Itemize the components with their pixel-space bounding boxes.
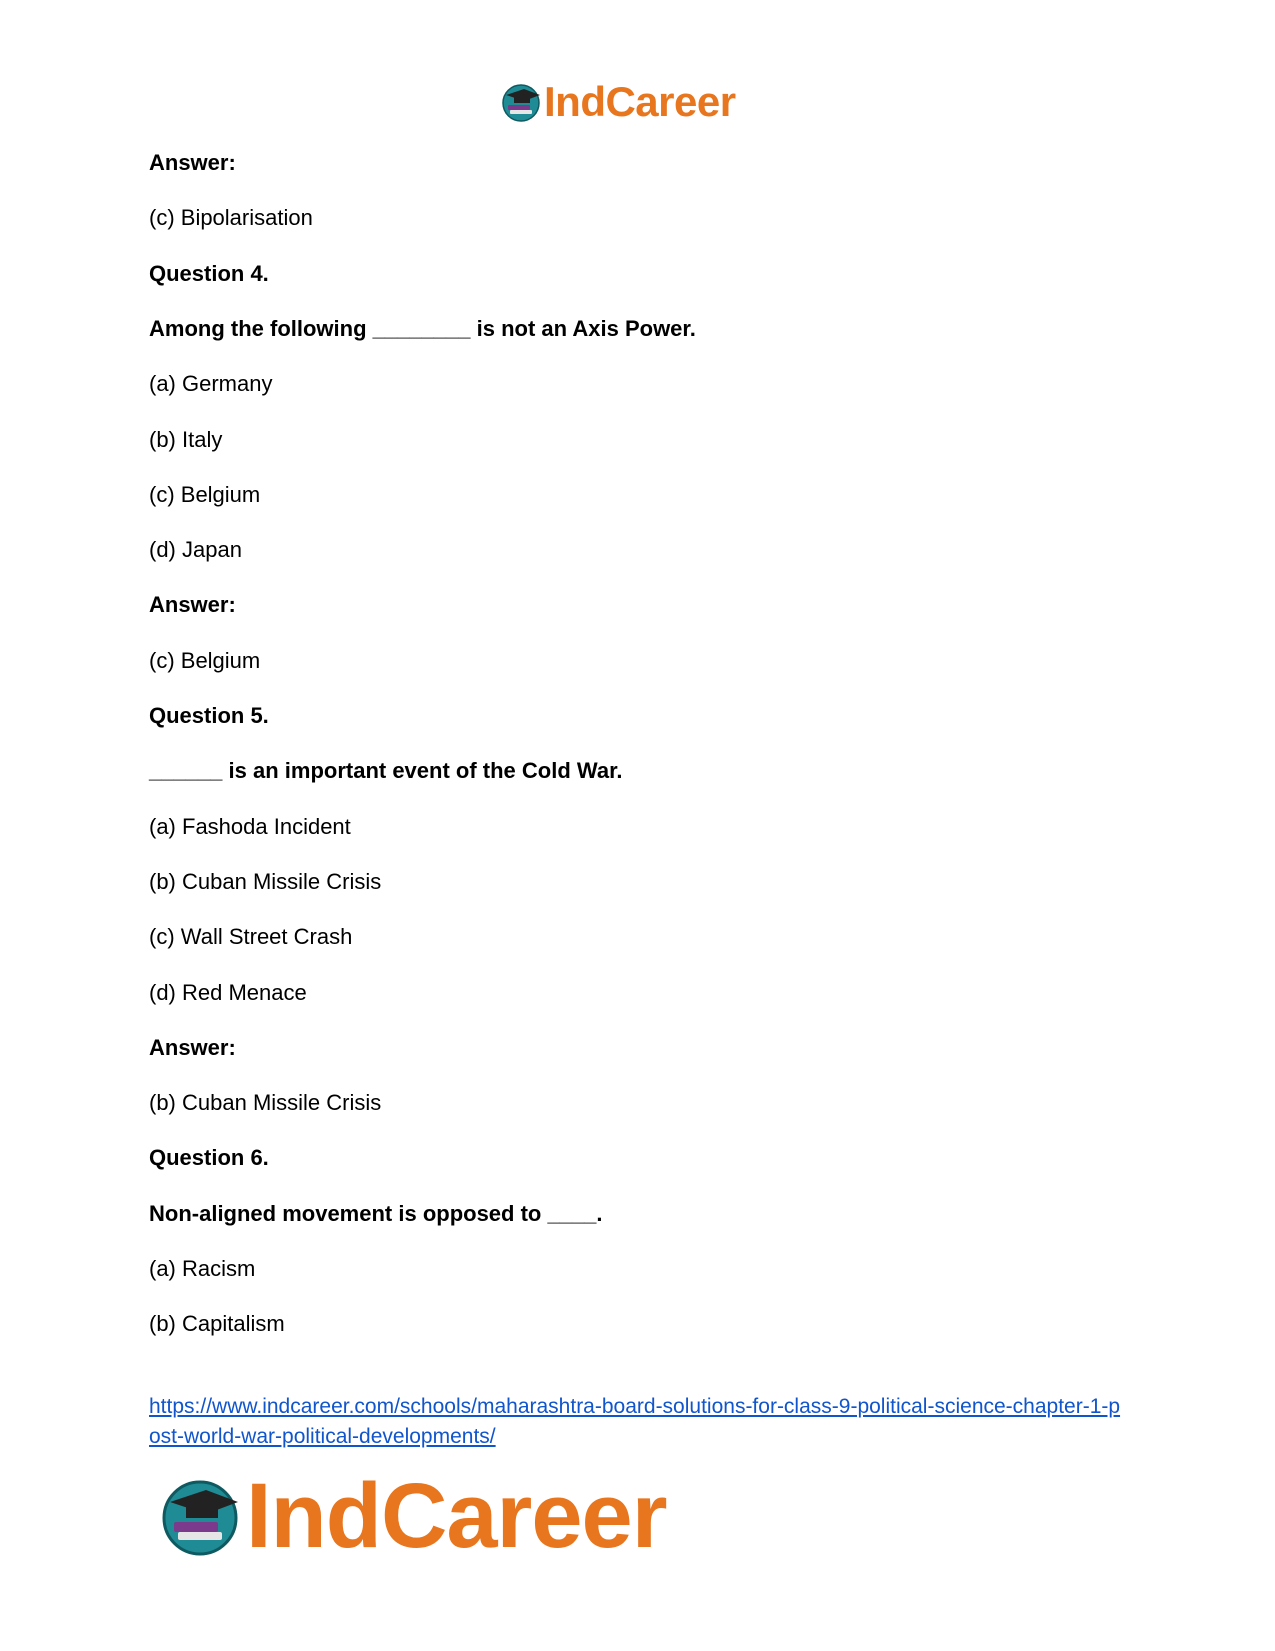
source-link[interactable]: https://www.indcareer.com/schools/maharashtra-board-solutions-for-class-9-political-science-chapter-1-post-world-war-political-developments/ xyxy=(149,1395,1121,1448)
option-line: (c) Belgium xyxy=(149,481,261,507)
heading-line: Among the following ________ is not an Axis Power. xyxy=(149,315,696,341)
option-line: (c) Bipolarisation xyxy=(149,205,313,231)
logo-text: IndCareer xyxy=(544,78,736,125)
logo-text: IndCareer xyxy=(246,1465,667,1567)
heading-line: Answer: xyxy=(149,150,236,175)
heading-line: Question 4. xyxy=(149,260,269,286)
option-line: (c) Belgium xyxy=(149,647,261,673)
option-line: (b) Italy xyxy=(149,426,223,452)
heading-line: Answer: xyxy=(149,592,236,618)
heading-line: Question 5. xyxy=(149,703,269,728)
option-line: (a) Racism xyxy=(149,1256,256,1281)
option-line: (a) Fashoda Incident xyxy=(149,813,351,839)
heading-line: Non-aligned movement is opposed to ____. xyxy=(149,1200,603,1226)
option-line: (d) Red Menace xyxy=(149,979,307,1005)
option-line: (b) Cuban Missile Crisis xyxy=(149,868,382,894)
option-line: (d) Japan xyxy=(149,537,242,563)
header-logo xyxy=(500,78,736,126)
footer-logo xyxy=(158,1465,667,1567)
heading-line: Question 6. xyxy=(149,1145,269,1171)
option-line: (a) Germany xyxy=(149,371,273,397)
heading-line: ______ is an important event of the Cold War. xyxy=(149,758,623,784)
option-line: (c) Wall Street Crash xyxy=(149,924,353,950)
graduation-cap-icon xyxy=(158,1474,242,1558)
option-line: (b) Capitalism xyxy=(149,1311,285,1337)
heading-line: Answer: xyxy=(149,1034,236,1060)
graduation-cap-icon xyxy=(500,81,542,123)
option-line: (b) Cuban Missile Crisis xyxy=(149,1090,382,1116)
